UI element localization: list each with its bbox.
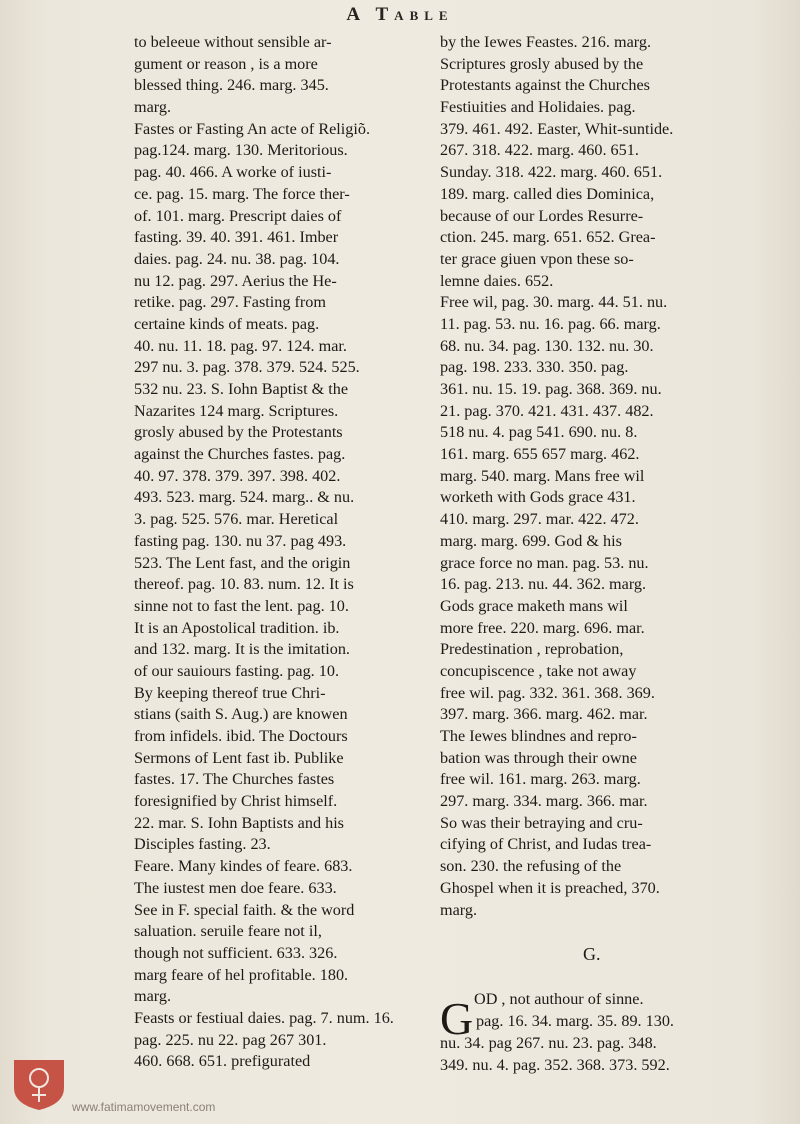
text-line: and 132. marg. It is the imitation. <box>134 640 350 659</box>
text-line: certaine kinds of meats. pag. <box>134 314 320 333</box>
text-line: bation was through their owne <box>440 748 637 767</box>
text-line: lemne daies. 652. <box>440 271 554 290</box>
text-line: retike. pag. 297. Fasting from <box>134 293 326 312</box>
text-line: though not sufficient. 633. 326. <box>134 943 338 962</box>
text-line: because of our Lordes Resurre- <box>440 206 644 225</box>
text-line: See in F. special faith. & the word <box>134 900 355 919</box>
text-line: 297. marg. 334. marg. 366. mar. <box>440 792 648 811</box>
text-line: nu. 34. pag 267. nu. 23. pag. 348. <box>440 1034 657 1052</box>
text-line: 40. nu. 11. 18. pag. 97. 124. mar. <box>134 336 347 355</box>
text-line: By keeping thereof true Chri- <box>134 683 326 702</box>
text-line: 397. marg. 366. marg. 462. mar. <box>440 705 648 724</box>
section-letter: G. <box>583 944 601 964</box>
text-line: ction. 245. marg. 651. 652. Grea- <box>440 228 656 247</box>
text-line: Predestination , reprobation, <box>440 640 624 659</box>
text-line: cifying of Christ, and Iudas trea- <box>440 835 652 854</box>
left-column <box>134 32 434 1073</box>
text-line: 518 nu. 4. pag 541. 690. nu. 8. <box>440 423 638 442</box>
page-header: A Table <box>346 4 454 25</box>
fatima-seal-icon <box>10 1054 68 1112</box>
text-line: pag.124. marg. 130. Meritorious. <box>134 141 348 160</box>
text-line: concupiscence , take not away <box>440 661 637 680</box>
text-line: pag. 40. 466. A worke of iusti- <box>134 163 332 182</box>
text-line: worketh with Gods grace 431. <box>440 488 636 507</box>
text-line: 40. 97. 378. 379. 397. 398. 402. <box>134 466 341 485</box>
text-line: 493. 523. marg. 524. marg.. & nu. <box>134 488 355 507</box>
g-section-text <box>440 988 674 1076</box>
text-line: 11. pag. 53. nu. 16. pag. 66. marg. <box>440 314 661 333</box>
text-line: to beleeue without sensible ar- <box>134 33 332 51</box>
text-line: 22. mar. S. Iohn Baptists and his <box>134 813 344 832</box>
text-line: 297 nu. 3. pag. 378. 379. 524. 525. <box>134 358 360 377</box>
text-line: Fastes or Fasting An acte of Religiõ. <box>134 119 371 138</box>
text-line: 361. nu. 15. 19. pag. 368. 369. nu. <box>440 380 662 398</box>
text-line: 161. marg. 655 657 marg. 462. <box>440 445 640 464</box>
text-line: Free wil, pag. 30. marg. 44. 51. nu. <box>440 293 668 312</box>
text-line: from infidels. ibid. The Doctours <box>134 727 348 745</box>
dropcap-letter: G <box>440 993 474 1044</box>
text-line: of. 101. marg. Prescript daies of <box>134 206 342 225</box>
text-line: Sunday. 318. 422. marg. 460. 651. <box>440 163 663 182</box>
text-line: son. 230. the refusing of the <box>440 857 622 876</box>
text-line: of our sauiours fasting. pag. 10. <box>134 661 340 680</box>
text-line: foresignified by Christ himself. <box>134 792 338 811</box>
text-line: It is an Apostolical tradition. ib. <box>134 618 340 637</box>
text-line: gument or reason , is a more <box>134 54 318 73</box>
text-line: OD , not authour of sinne. <box>474 990 644 1008</box>
text-line: Sermons of Lent fast ib. Publike <box>134 748 344 767</box>
text-line: marg. <box>134 987 172 1006</box>
text-line: marg. 540. marg. Mans free wil <box>440 466 645 485</box>
text-line: Gods grace maketh mans wil <box>440 596 628 615</box>
text-line: 3. pag. 525. 576. mar. Heretical <box>134 510 339 529</box>
text-line: ce. pag. 15. marg. The force ther- <box>134 184 350 203</box>
text-line: marg. <box>440 900 478 919</box>
text-line: more free. 220. marg. 696. mar. <box>440 618 645 637</box>
text-line: 267. 318. 422. marg. 460. 651. <box>440 141 639 160</box>
text-line: fastes. 17. The Churches fastes <box>134 770 335 789</box>
text-line: grace force no man. pag. 53. nu. <box>440 553 649 572</box>
text-line: The Iewes blindnes and repro- <box>440 727 637 745</box>
text-line: 349. nu. 4. pag. 352. 368. 373. 592. <box>440 1056 670 1074</box>
text-line: marg. marg. 699. God & his <box>440 531 622 550</box>
text-line: daies. pag. 24. nu. 38. pag. 104. <box>134 249 340 268</box>
text-line: free wil. pag. 332. 361. 368. 369. <box>440 683 655 702</box>
text-line: grosly abused by the Protestants <box>134 423 343 442</box>
text-line: 532 nu. 23. S. Iohn Baptist & the <box>134 380 349 398</box>
text-line: saluation. seruile feare not il, <box>134 922 322 941</box>
text-line: ter grace giuen vpon these so- <box>440 249 634 268</box>
text-line: 523. The Lent fast, and the origin <box>134 553 351 572</box>
website-link[interactable]: www.fatimamovement.com <box>72 1100 216 1114</box>
text-line: 189. marg. called dies Dominica, <box>440 184 655 203</box>
text-line: Scriptures grosly abused by the <box>440 54 644 73</box>
text-line: nu 12. pag. 297. Aerius the He- <box>134 271 337 290</box>
text-line: by the Iewes Feastes. 216. marg. <box>440 33 651 51</box>
text-line: Feasts or festiual daies. pag. 7. num. 16. <box>134 1008 394 1027</box>
text-line: thereof. pag. 10. 83. num. 12. It is <box>134 575 354 594</box>
text-line: Ghospel when it is preached, 370. <box>440 878 660 897</box>
text-line: marg. <box>134 98 172 117</box>
text-line: The iustest men doe feare. 633. <box>134 878 337 897</box>
text-line: Festiuities and Holidaies. pag. <box>440 98 636 117</box>
text-line: blessed thing. 246. marg. 345. <box>134 76 329 95</box>
text-line: fasting. 39. 40. 391. 461. Imber <box>134 228 339 247</box>
text-line: Disciples fasting. 23. <box>134 835 271 854</box>
text-line: 379. 461. 492. Easter, Whit-suntide. <box>440 119 674 138</box>
text-line: 16. pag. 213. nu. 44. 362. marg. <box>440 575 647 594</box>
text-line: free wil. 161. marg. 263. marg. <box>440 770 641 789</box>
text-line: fasting pag. 130. nu 37. pag 493. <box>134 531 347 550</box>
text-line: pag. 16. 34. marg. 35. 89. 130. <box>476 1012 674 1030</box>
right-column <box>440 32 740 921</box>
text-line: stians (saith S. Aug.) are knowen <box>134 705 348 724</box>
text-line: sinne not to fast the lent. pag. 10. <box>134 596 349 615</box>
text-line: Nazarites 124 marg. Scriptures. <box>134 401 339 420</box>
text-line: 68. nu. 34. pag. 130. 132. nu. 30. <box>440 336 654 355</box>
text-line: 21. pag. 370. 421. 431. 437. 482. <box>440 401 654 420</box>
text-line: 410. marg. 297. mar. 422. 472. <box>440 510 639 529</box>
text-line: Feare. Many kindes of feare. 683. <box>134 857 353 876</box>
text-line: 460. 668. 651. prefigurated <box>134 1052 311 1071</box>
text-line: So was their betraying and cru- <box>440 813 643 832</box>
text-line: against the Churches fastes. pag. <box>134 445 346 464</box>
text-line: pag. 225. nu 22. pag 267 301. <box>134 1030 327 1049</box>
text-line: Protestants against the Churches <box>440 76 650 95</box>
text-line: pag. 198. 233. 330. 350. pag. <box>440 358 629 377</box>
text-line: marg feare of hel profitable. 180. <box>134 965 349 984</box>
